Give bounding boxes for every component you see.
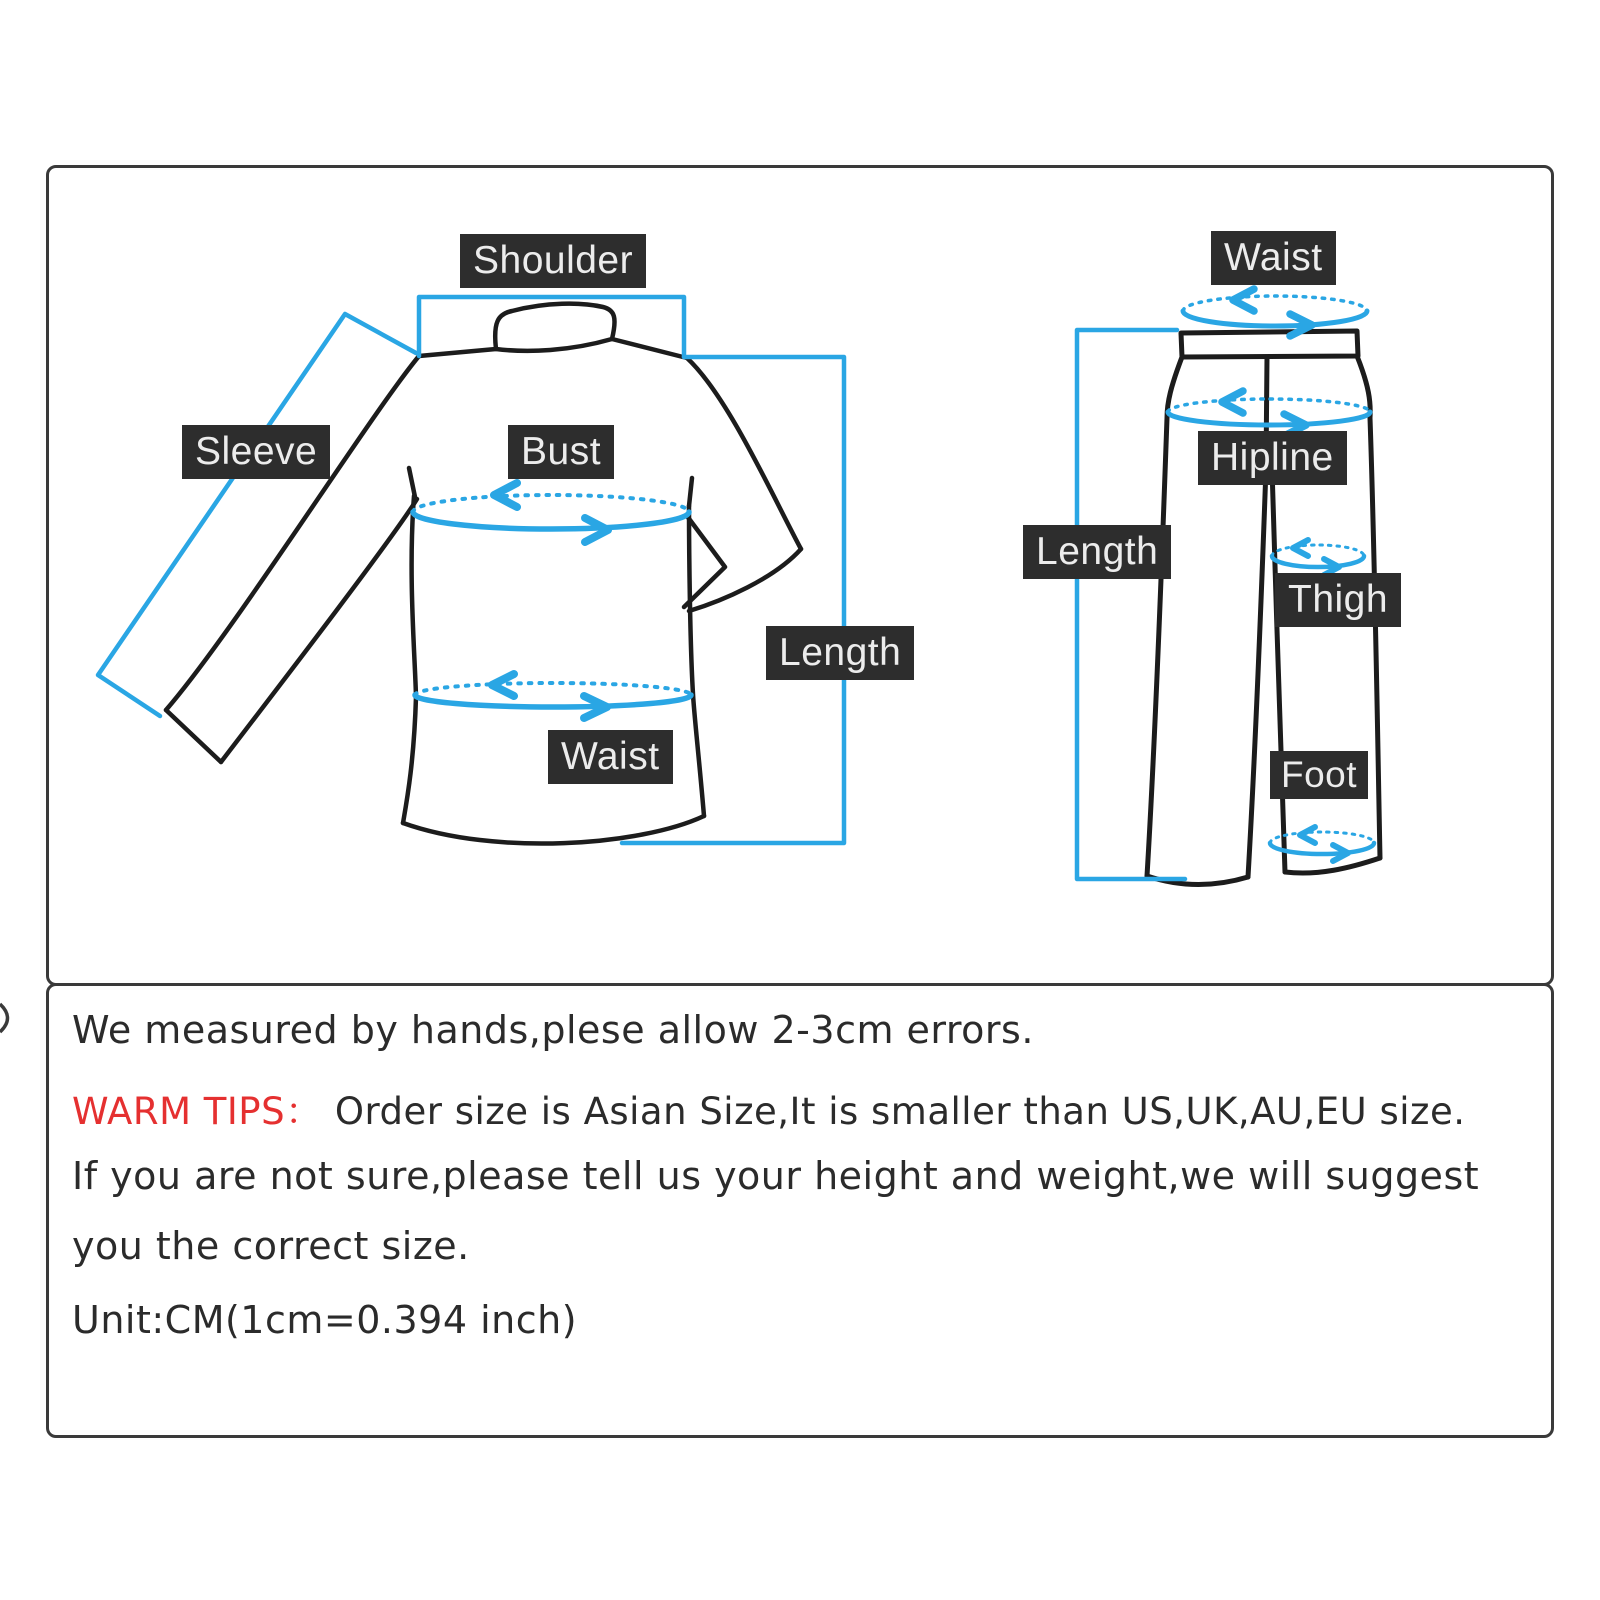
- note-warm-tips: [72, 1081, 1465, 1135]
- shirt-bust-label: Bust: [508, 425, 614, 479]
- warm-tips-text: Order size is Asian Size,It is smaller than US,UK,AU,EU size.: [322, 1090, 1466, 1133]
- warm-tips-prefix: WARM TIPS：: [72, 1090, 323, 1133]
- shirt-sleeve-label: Sleeve: [182, 425, 330, 479]
- pants-waist-label: Waist: [1211, 231, 1336, 285]
- shirt-length-label: Length: [766, 626, 914, 680]
- pants-thigh-label: Thigh: [1275, 573, 1401, 627]
- pants-length-label: Length: [1023, 525, 1171, 579]
- note-suggest-line2: you the correct size.: [72, 1224, 470, 1268]
- note-measure-errors: We measured by hands,plese allow 2-3cm errors.: [72, 1008, 1034, 1052]
- pants-foot-label: Foot: [1270, 751, 1368, 799]
- pants-hipline-label: Hipline: [1198, 431, 1347, 485]
- note-unit: Unit:CM(1cm=0.394 inch): [72, 1298, 578, 1342]
- edge-artifact: [0, 1004, 8, 1032]
- note-suggest-line1: If you are not sure,please tell us your height and weight,we will suggest: [72, 1154, 1480, 1198]
- shirt-shoulder-label: Shoulder: [460, 234, 646, 288]
- shirt-waist-label: Waist: [548, 730, 673, 784]
